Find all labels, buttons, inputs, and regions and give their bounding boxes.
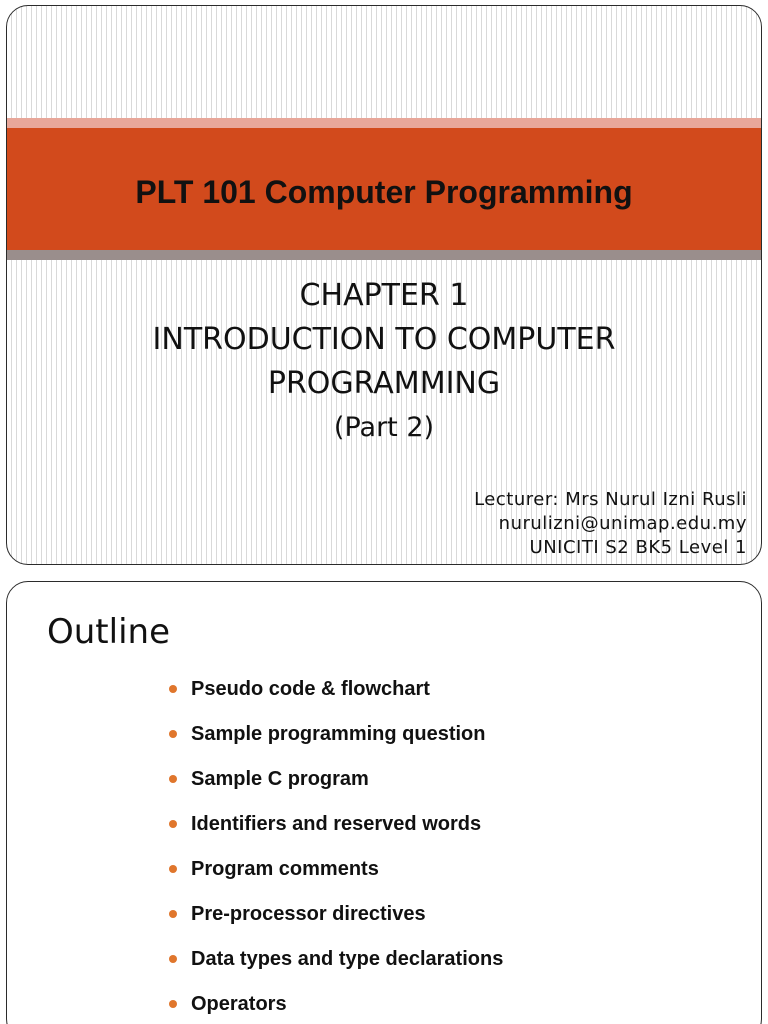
title-band-top-stripe [7,118,761,128]
outline-item-label: Pre-processor directives [191,903,426,925]
chapter-title-line-2: PROGRAMMING [267,366,501,401]
lecturer-info [474,488,747,560]
lecturer-office: UNICITI S2 BK5 Level 1 [529,537,747,558]
bullet-icon [169,955,177,963]
chapter-part: (Part 2) [333,412,435,443]
bullet-icon [169,730,177,738]
outline-item-label: Sample programming question [191,723,486,745]
lecturer-email: nurulizni@unimap.edu.my [498,513,747,534]
outline-item-label: Identifiers and reserved words [191,813,482,835]
outline-slide [6,581,762,1024]
chapter-title-block [7,274,761,450]
outline-item-label: Sample C program [191,768,369,790]
bullet-icon [169,910,177,918]
title-band-bottom-stripe [7,250,761,260]
chapter-title-line-1: INTRODUCTION TO COMPUTER [152,322,616,357]
bullet-icon [169,1000,177,1008]
bullet-icon [169,820,177,828]
lecturer-name: Lecturer: Mrs Nurul Izni Rusli [474,489,747,510]
chapter-number: CHAPTER 1 [299,278,469,313]
outline-item-label: Pseudo code & flowchart [191,678,430,700]
course-title: PLT 101 Computer Programming [135,174,633,210]
title-slide [6,5,762,565]
outline-item-label: Data types and type declarations [191,948,504,970]
outline-item-label: Operators [191,993,287,1015]
outline-item-label: Program comments [191,858,379,880]
outline-heading: Outline [47,612,171,652]
bullet-icon [169,865,177,873]
bullet-icon [169,775,177,783]
bullet-icon [169,685,177,693]
